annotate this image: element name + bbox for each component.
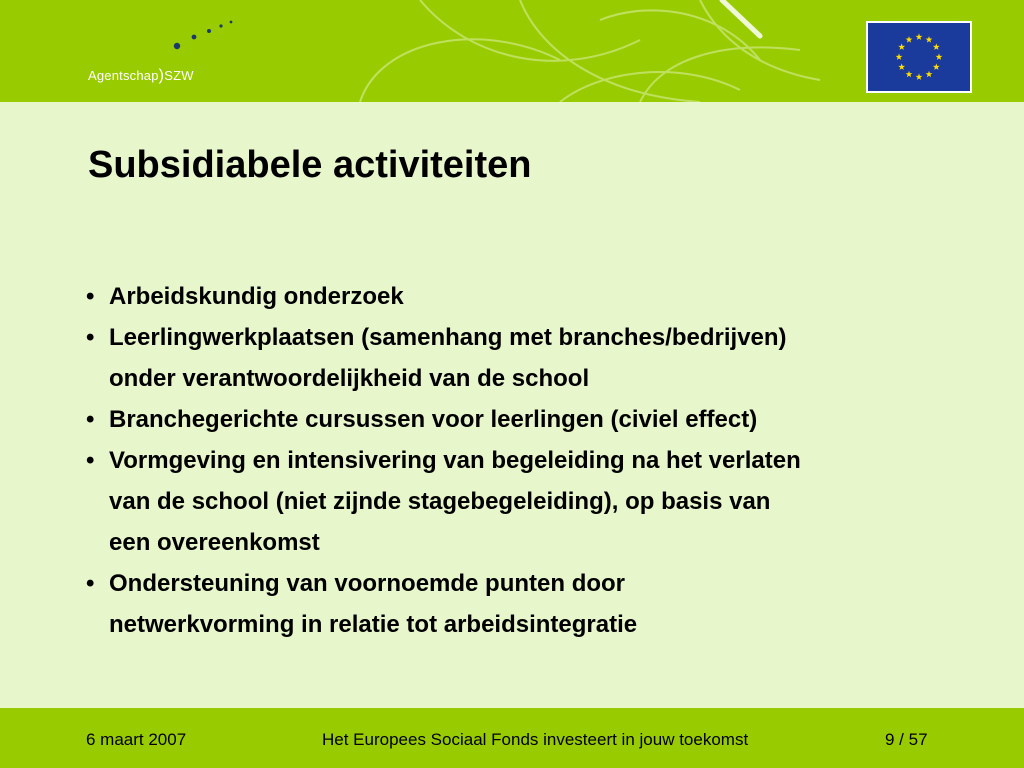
flag-star (926, 71, 933, 78)
bullet-item (86, 563, 966, 645)
slide-title: Subsidiabele activiteiten (88, 144, 532, 186)
flag-star (916, 33, 923, 40)
bullet-item (86, 399, 966, 440)
flag-star (916, 73, 923, 80)
footer-title: Het Europees Sociaal Fonds investeert in jouw toekomst (322, 730, 749, 749)
bullet-symbol: • (86, 324, 95, 351)
bullet-text: Branchegerichte cursussen voor leerlingen (civiel effect) (109, 406, 758, 433)
bullet-symbol: • (86, 570, 95, 597)
bullet-symbol: • (86, 447, 95, 474)
eu-flag-icon (866, 21, 972, 93)
flag-star (926, 36, 933, 43)
flag-star (936, 53, 943, 60)
header-bar (0, 0, 1024, 102)
bullet-symbol: • (86, 406, 95, 433)
bullet-text: Vormgeving en intensivering van begeleiding na het verlaten (109, 447, 801, 474)
bullet-text: een overeenkomst (109, 529, 320, 556)
bullet-text: van de school (niet zijnde stagebegeleiding), op basis van (109, 488, 771, 515)
bullet-text: Ondersteuning van voornoemde punten door (109, 570, 626, 597)
bullet-symbol: • (86, 283, 95, 310)
flag-star (898, 43, 905, 50)
flag-star (933, 63, 940, 70)
page-number: 9 / 57 (885, 730, 928, 749)
bullet-text: onder verantwoordelijkheid van de school (109, 365, 590, 392)
flag-star (898, 63, 905, 70)
flag-star (933, 43, 940, 50)
flag-star (906, 36, 913, 43)
bullet-text: Leerlingwerkplaatsen (samenhang met branches/bedrijven) (109, 324, 787, 351)
bullet-text: netwerkvorming in relatie tot arbeidsintegratie (109, 611, 638, 638)
flag-star (896, 53, 903, 60)
flag-star (906, 71, 913, 78)
bullet-text: Arbeidskundig onderzoek (109, 283, 404, 310)
bullet-item (86, 317, 966, 399)
logo-text: Agentschap)SZW (88, 67, 194, 84)
agentschap-logo-icon (88, 18, 248, 98)
footer-date: 6 maart 2007 (86, 730, 187, 749)
footer-bar (0, 708, 1024, 768)
bullet-item (86, 276, 966, 317)
bullet-list (86, 276, 966, 645)
bullet-item (86, 440, 966, 563)
